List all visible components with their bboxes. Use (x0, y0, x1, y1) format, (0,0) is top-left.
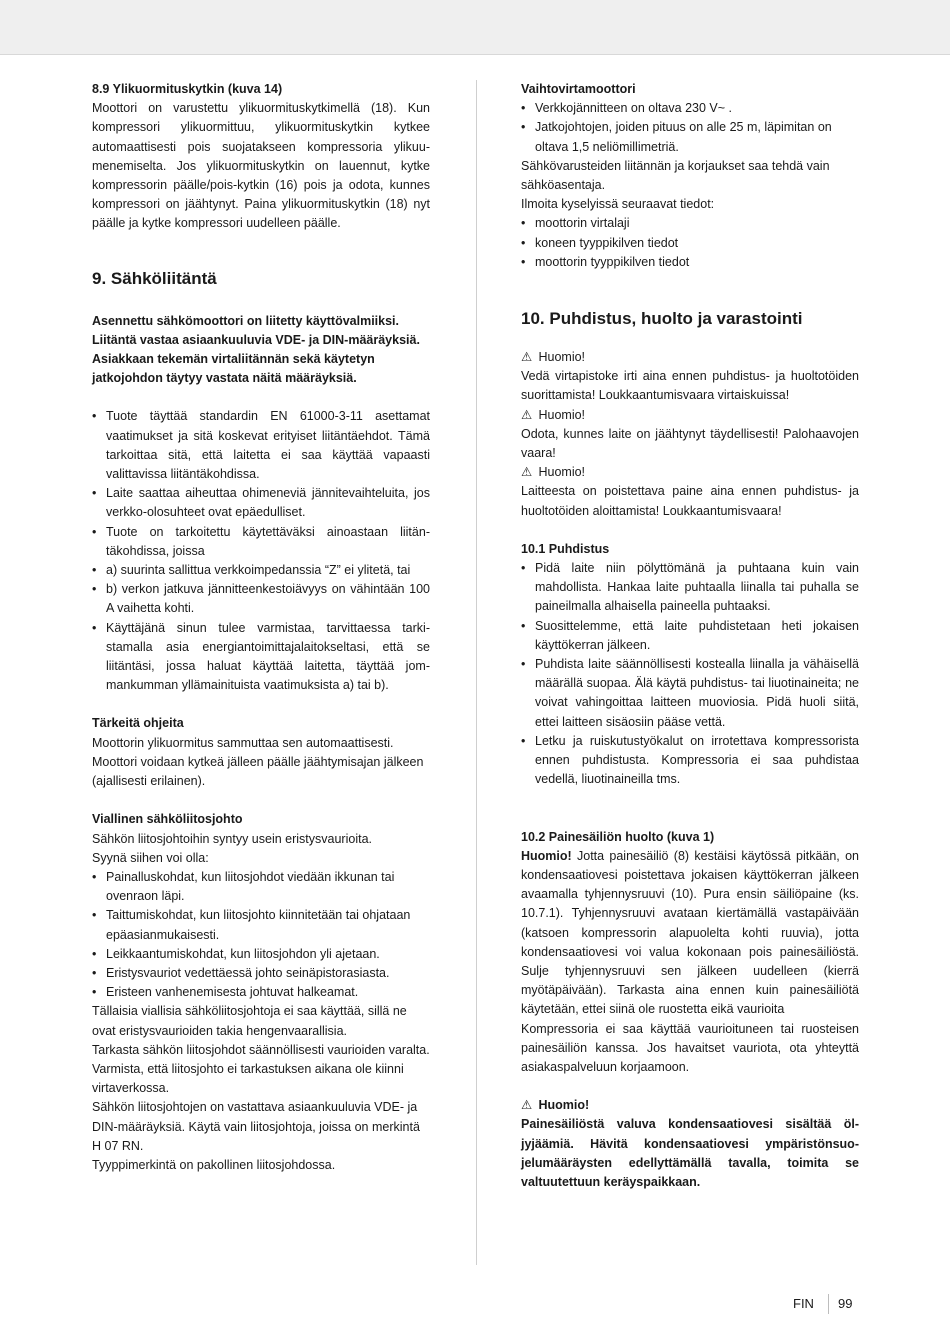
important-instructions-title: Tärkeitä ohjeita (92, 716, 184, 731)
warning-icon: ⚠ (521, 407, 533, 422)
left-column (92, 80, 430, 1175)
list-item: • Eristeen vanhenemisesta johtuvat halkeamat. (92, 983, 430, 1002)
paragraph: Tyyppimerkintä on pakollinen liitosjohdossa. (92, 1157, 336, 1172)
ac-motor-title: Vaihtovirtamoottori (521, 82, 636, 96)
list-item: • Tuote täyttää standardin EN 61000-3-11 asettamat vaatimukset ja sitä koskevat erityiset liitäntäehdot. Tämä tarkoittaa sitä, että laitetta ei saa käyttää vapaasti valittavissa liitäntäkohdissa. (92, 407, 430, 484)
list-item: • Jatkojohtojen, joiden pituus on alle 25 m, läpimitan on oltava 1,5 neliömillimetriä. (521, 118, 859, 156)
paragraph: Moottori voidaan kytkeä jälleen päälle jäähtymisajan jälkeen (ajallisesti erilainen). (92, 754, 424, 789)
page-footer (780, 1294, 860, 1314)
faulty-cable-title: Viallinen sähköliitosjohto (92, 812, 243, 827)
warning-icon: ⚠ (521, 350, 533, 365)
list-item: • Käyttäjänä sinun tulee varmistaa, tarvittaessa tarkistamalla asia energiantoimittajalaitokseltasi, että se liitäntäsi, jossa haluat käyttää laitetta, täyttää jommankumman yllämainituista vaatimuksista a) tai b). (92, 619, 430, 696)
list-item: • Taittumiskohdat, kun liitosjohto kiinnitetään tai ohjataan epäasianmukaisesti. (92, 906, 430, 944)
section-9-bullet-list (92, 407, 430, 695)
language-code: FIN (793, 1296, 814, 1311)
list-item: • koneen tyyppikilven tiedot (521, 234, 859, 253)
paragraph: Ilmoita kyselyissä seuraavat tiedot: (521, 197, 715, 212)
list-item: • Painalluskohdat, kun liitosjohdot viedään ikkunan tai ovenraon läpi. (92, 868, 430, 906)
footer-divider (828, 1294, 829, 1314)
section-9-title: 9. Sähköliitäntä (92, 268, 217, 288)
paragraph: Moottorin ylikuormitus sammuttaa sen automaattisesti. (92, 735, 394, 750)
list-item: • moottorin virtalaji (521, 214, 859, 233)
list-item: • b) verkon jatkuva jännitteenkestoiävyys on vähintään 100 A vaihetta kohti. (92, 580, 430, 618)
paragraph: Sähkön liitosjohtoihin syntyy usein eristysvaurioita. (92, 831, 372, 846)
section-10-2-body: Huomio! Jotta painesäiliö (8) kestäisi käytössä pitkään, on kondensaatiovesi poistettava jokaisen käyttökerran jälkeen avaamalla tyhjennysruuvi (10). Pura ensin säiliöpaine (ks. 10.7.1). Tyhjennysruuvi avataan kiertämällä vastapäivään (katsoen kompressorin alapuolelta kohti ruuvia), jotta kondensaatiovesi voi valua kokonaan pois painesäiliöstä. Sulje tyhjennysruuvi sen jälkeen uudelleen (kierrä myötäpäivään). Tarkasta aina ennen kuin painesäiliötä käytetään, ettei siinä ole ruostetta eikä vaurioita (521, 848, 859, 1017)
paragraph: Sähkövarusteiden liitännän ja korjaukset saa tehdä vain sähköasentaja. (521, 158, 830, 193)
section-10-1-title: 10.1 Puhdistus (521, 541, 610, 556)
section-10-2-title: 10.2 Painesäiliön huolto (kuva 1) (521, 829, 715, 844)
viewer-top-bar (0, 0, 950, 55)
list-item: • Letku ja ruiskutustyökalut on irrotettava kompressorista ennen puhdistusta. Kompressoria ei saa puhdistaa vedellä, liuotinaineilla tms. (521, 732, 859, 790)
paragraph: Sähkön liitosjohtojen on vastattava asiaankuuluvia VDE- ja DIN-määräyksiä. Käytä vain liitosjohtoja, joissa on merkintä H 07 RN. (92, 1100, 420, 1153)
column-divider (476, 80, 477, 1265)
warning-label: ⚠ Huomio! (521, 463, 859, 482)
paragraph: Syynä siihen voi olla: (92, 850, 209, 865)
paragraph: Tällaisia viallisia sähköliitosjohtoja ei saa käyttää, sillä ne ovat eristysvaurioiden takia hengenvaarallisia. (92, 1004, 407, 1038)
final-warning-text: Painesäiliöstä valuva kondensaatiovesi sisältää öljyjäämiä. Hävitä kondensaatiovesi ympäristönsuojelumääräysten edellyttämällä tavalla, toimita se valtuutettuun keräyspaikkaan. (521, 1117, 859, 1189)
warning-icon: ⚠ (521, 1098, 533, 1113)
list-item: • Eristysvauriot vedettäessä johto seinäpistorasiasta. (92, 964, 430, 983)
section-10-title: 10. Puhdistus, huolto ja varastointi (521, 309, 803, 329)
paragraph: Tarkasta sähkön liitosjohdot säännöllisesti vaurioiden varalta. Varmista, että liitosjohto ei tarkastuksen aikana ole kiinni virtaverkossa. (92, 1042, 430, 1096)
list-item: • Tuote on tarkoitettu käytettäväksi ainoastaan liitäntäkohdissa, joissa (92, 523, 430, 561)
warning-label: ⚠ Huomio! (521, 406, 859, 425)
warning-icon: ⚠ (521, 465, 533, 480)
warning-label: ⚠ Huomio! (521, 348, 859, 367)
warning-text: Vedä virtapistoke irti aina ennen puhdistus- ja huoltotöiden suorittamista! Loukkaantumisvaara virtaiskuissa! (521, 369, 859, 403)
list-item: • Puhdista laite säännöllisesti kostealla liinalla ja vähäisellä määrällä suopaa. Älä käytä puhdistus- tai liuotinaineita; ne voivat vahingoittaa laitteen muoviosia. Pidä huoli siitä, ettei laitteen sisäosiin pääse vettä. (521, 655, 859, 732)
list-item: • moottorin tyyppikilven tiedot (521, 253, 859, 272)
list-item: • Pidä laite niin pölyttömänä ja puhtaana kuin vain mahdollista. Hankaa laite puhtaalla liinalla tai puhalla se paineilmalla alhaisella paineella puhtaaksi. (521, 559, 859, 617)
section-8-9-title: 8.9 Ylikuormituskytkin (kuva 14) (92, 82, 283, 96)
list-item: • Suosittelemme, että laite puhdistetaan heti jokaisen käyttökerran jälkeen. (521, 617, 859, 655)
warning-text: Odota, kunnes laite on jäähtynyt täydellisesti! Palohaavojen vaara! (521, 426, 859, 461)
list-item: • Laite saattaa aiheuttaa ohimeneviä jännitevaihteluita, jos verkko-olosuhteet ovat epäedulliset. (92, 484, 430, 522)
faulty-cable-bullet-list (92, 868, 430, 1002)
list-item: • a) suurinta sallittua verkkoimpedanssia “Z” ei ylitetä, tai (92, 561, 430, 580)
section-10-2-body-2: Kompressoria ei saa käyttää vaurioituneen tai ruosteisen painesäiliön kanssa. Jos havaitset vauriota, ota yhteyttä asiakaspalveluun korjaamoon. (521, 1021, 859, 1074)
section-8-9-body: Moottori on varustettu ylikuormituskytkimellä (18). Kun kompressori ylikuormittuu, ylikuormituskytkin kytkee automaattisesti pois suojatakseen kompressoria ylikuumenemiselta. Jos ylikuormituskytkin on lauennut, kytke kompressorin päälle/pois-kytkin (16) pois ja odota, kunnes kompressori on jäähtynyt. Paina ylikuormituskytkin (18) nyt päälle ja kytke kompressori uudelleen päälle. (92, 101, 430, 231)
list-item: • Leikkaantumiskohdat, kun liitosjohdon yli ajetaan. (92, 945, 430, 964)
right-column (521, 80, 859, 1192)
section-9-intro: Asennettu sähkömoottori on liitetty käyttövalmiiksi. Liitäntä vastaa asiaankuuluvia VDE- ja DIN-määräyksiä. Asiakkaan tekemän virtaliitännän sekä käytetyn jatkojohdon täytyy vastata näitä määräyksiä. (92, 313, 420, 386)
warning-text: Laitteesta on poistettava paine aina ennen puhdistus- ja huoltotöiden aloittamista! Loukkaantumisvaara! (521, 484, 859, 518)
list-item: • Verkkojännitteen on oltava 230 V~ . (521, 99, 859, 118)
page-number: 99 (838, 1296, 853, 1311)
final-warning-label: ⚠ Huomio! (521, 1096, 859, 1115)
